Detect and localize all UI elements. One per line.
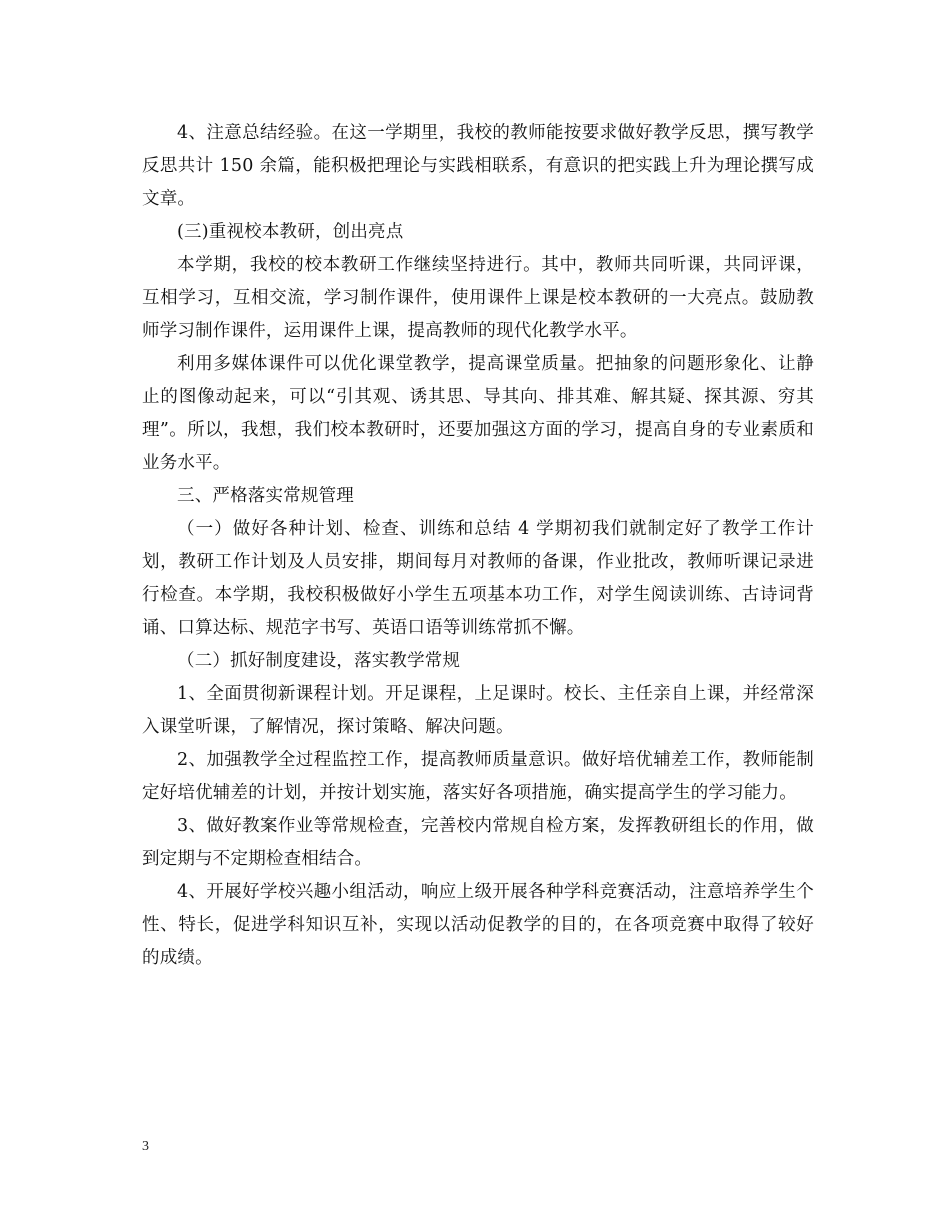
paragraph-item-1: 1、全面贯彻新课程计划。开足课程，上足课时。校长、主任亲自上课，并经常深入课堂听课，了解情况，探讨策略、解决问题。 — [142, 684, 814, 737]
page-number: 3 — [142, 1139, 149, 1154]
paragraph-multimedia: 利用多媒体课件可以优化课堂教学，提高课堂质量。把抽象的问题形象化、让静止的图像动起来，可以“引其观、诱其思、导其向、排其难、解其疑、探其源、穷其理”。所以，我想，我们校本教研时，还要加强这方面的学习，提高自身的专业素质和业务水平。 — [142, 354, 814, 473]
document-body — [142, 117, 814, 975]
paragraph-plans-checks: （一）做好各种计划、检查、训练和总结 4 学期初我们就制定好了教学工作计划，教研工作计划及人员安排，期间每月对教师的备课，作业批改，教师听课记录进行检查。本学期，我校积极做好小学生五项基本功工作，对学生阅读训练、古诗词背诵、口算达标、规范字书写、英语口语等训练常抓不懈。 — [142, 519, 814, 638]
paragraph-summary-experience: 4、注意总结经验。在这一学期里，我校的教师能按要求做好教学反思，撰写教学反思共计 150 余篇，能积极把理论与实践相联系，有意识的把实践上升为理论撰写成文章。 — [142, 123, 814, 209]
section-heading-system-building: （二）抓好制度建设，落实教学常规 — [177, 651, 461, 671]
paragraph-item-4: 4、开展好学校兴趣小组活动，响应上级开展各种学科竞赛活动，注意培养学生个性、特长，促进学科知识互补，实现以活动促教学的目的，在各项竞赛中取得了较好的成绩。 — [142, 882, 814, 968]
paragraph-school-research: 本学期，我校的校本教研工作继续坚持进行。其中，教师共同听课，共同评课，互相学习，互相交流，学习制作课件，使用课件上课是校本教研的一大亮点。鼓励教师学习制作课件，运用课件上课，提高教师的现代化教学水平。 — [142, 255, 814, 341]
paragraph-item-2: 2、加强教学全过程监控工作，提高教师质量意识。做好培优辅差工作，教师能制定好培优辅差的计划，并按计划实施，落实好各项措施，确实提高学生的学习能力。 — [142, 750, 814, 803]
paragraph-item-3: 3、做好教案作业等常规检查，完善校内常规自检方案，发挥教研组长的作用，做到定期与不定期检查相结合。 — [142, 816, 814, 869]
section-heading-routine-management: 三、严格落实常规管理 — [177, 486, 354, 506]
section-heading-school-research: (三)重视校本教研，创出亮点 — [177, 222, 404, 242]
